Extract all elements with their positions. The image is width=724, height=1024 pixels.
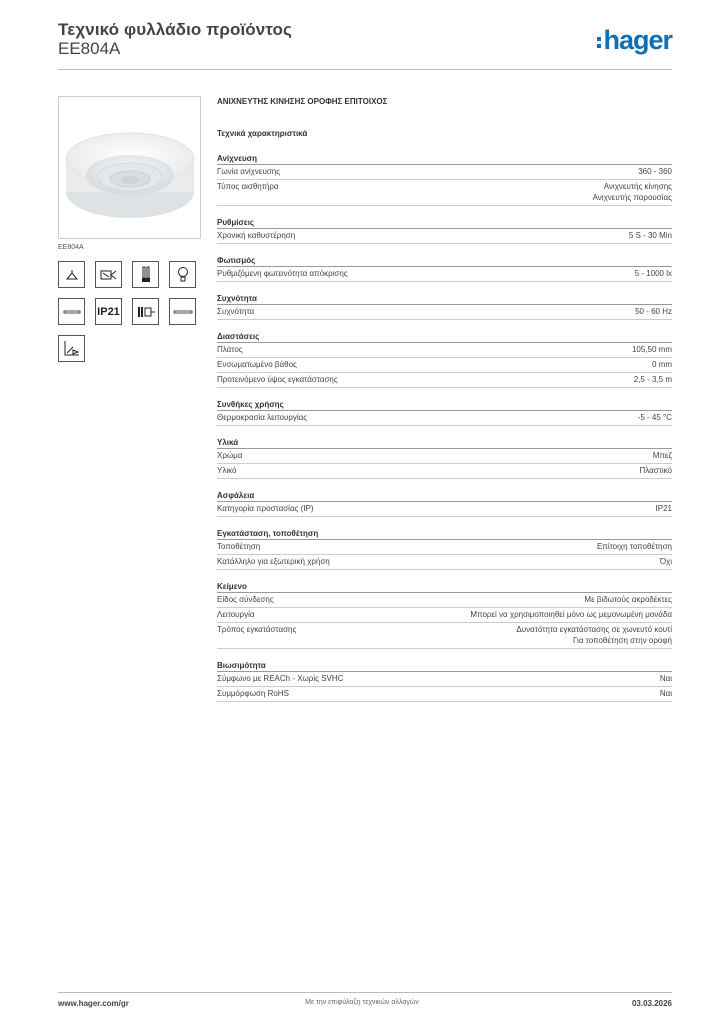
spec-value: Ναι <box>659 689 672 698</box>
spec-value: Ναι <box>659 674 672 683</box>
ceiling-lamp-icon <box>58 261 85 288</box>
spec-value: Επίτοιχη τοποθέτηση <box>596 542 672 551</box>
spec-row <box>217 358 672 373</box>
spec-row <box>217 540 672 555</box>
spec-value: Μπεζ <box>652 451 672 460</box>
spec-value: IP21 <box>655 504 672 513</box>
ip21-icon: IP21 <box>95 298 122 325</box>
spec-row <box>217 267 672 282</box>
spec-row <box>217 343 672 358</box>
spec-label: Ρυθμιζόμενη φωτεινότητα απόκρισης <box>217 269 348 278</box>
spec-section <box>217 660 672 702</box>
footer-date: 03.03.2026 <box>631 999 672 1008</box>
spec-label: Ενσωματωμένο βάθος <box>217 360 297 369</box>
spec-section <box>217 331 672 388</box>
spec-value: 0 mm <box>652 360 672 369</box>
spec-section <box>217 153 672 206</box>
spec-label: Γωνία ανίχνευσης <box>217 167 281 176</box>
spec-row <box>217 502 672 517</box>
spec-sections <box>217 153 672 702</box>
spec-section <box>217 581 672 649</box>
spec-value: Όχι <box>659 557 672 566</box>
spec-value: Δυνατότητα εγκατάστασης σε χωνευτό κουτί Για τοποθέτηση στην οροφή <box>516 625 672 645</box>
hager-logo <box>597 27 672 54</box>
section-title: Κείμενο <box>217 581 672 593</box>
spec-row <box>217 623 672 649</box>
spec-label: Συχνότητα <box>217 307 255 316</box>
spec-row <box>217 449 672 464</box>
footer-website[interactable]: www.hager.com/gr <box>58 999 129 1008</box>
document-title: Τεχνικό φυλλάδιο προϊόντος <box>58 20 292 39</box>
section-title: Υλικά <box>217 437 672 449</box>
spec-section <box>217 217 672 244</box>
fluorescent-tube-icon <box>132 261 159 288</box>
spec-value: Μπορεί να χρησιμοποιηθεί μόνο ως μεμονωμένη μονάδα <box>470 610 672 619</box>
spec-value: -5 - 45 °C <box>637 413 672 422</box>
spec-label: Κατηγορία προστασίας (IP) <box>217 504 314 513</box>
mounting-angle-icon <box>58 335 85 362</box>
logo-dots-icon <box>597 37 601 48</box>
bulb-icon <box>169 261 196 288</box>
line-dash-icon <box>58 298 85 325</box>
spec-row <box>217 464 672 479</box>
specs-subheading: Τεχνικά χαρακτηριστικά <box>217 129 308 138</box>
spec-label: Σύμφωνο με REACh - Χωρίς SVHC <box>217 674 344 683</box>
spec-label: Τοποθέτηση <box>217 542 261 551</box>
spec-row <box>217 555 672 570</box>
section-title: Ρυθμίσεις <box>217 217 672 229</box>
terminal-block-icon <box>132 298 159 325</box>
product-image <box>58 96 201 239</box>
feature-icon-grid <box>58 261 196 362</box>
line-long-icon <box>169 298 196 325</box>
spec-value: 50 - 60 Hz <box>635 307 672 316</box>
product-heading: ΑΝΙΧΝΕΥΤΗΣ ΚΙΝΗΣΗΣ ΟΡΟΦΗΣ ΕΠΙΤΟΙΧΟΣ <box>217 97 388 106</box>
spec-label: Κατάλληλο για εξωτερική χρήση <box>217 557 330 566</box>
spec-row <box>217 411 672 426</box>
spec-row <box>217 373 672 388</box>
spec-row <box>217 165 672 180</box>
section-title: Βιωσιμότητα <box>217 660 672 672</box>
spec-value: 5 - 1000 lx <box>634 269 672 278</box>
spec-label: Προτεινόμενο ύψος εγκατάστασης <box>217 375 338 384</box>
spec-row <box>217 305 672 320</box>
section-title: Συχνότητα <box>217 293 672 305</box>
spec-row <box>217 608 672 623</box>
logo-text: hager <box>603 25 672 55</box>
section-title: Φωτισμός <box>217 255 672 267</box>
section-title: Συνθήκες χρήσης <box>217 399 672 411</box>
spec-label: Χρώμα <box>217 451 243 460</box>
product-caption: EE804A <box>58 244 84 251</box>
spec-section <box>217 437 672 479</box>
spec-section <box>217 528 672 570</box>
spec-label: Χρονική καθυστέρηση <box>217 231 296 240</box>
section-title: Εγκατάσταση, τοποθέτηση <box>217 528 672 540</box>
spec-label: Συμμόρφωση RoHS <box>217 689 289 698</box>
spec-label: Λειτουργία <box>217 610 255 619</box>
footer-divider <box>58 992 672 993</box>
spec-value: Πλαστικό <box>639 466 672 475</box>
spec-value: 105,50 mm <box>631 345 672 354</box>
spec-value: 360 - 360 <box>638 167 672 176</box>
dimmable-lamp-icon <box>95 261 122 288</box>
product-code: EE804A <box>58 39 121 58</box>
spec-label: Τρόπος εγκατάστασης <box>217 625 297 634</box>
section-title: Ανίχνευση <box>217 153 672 165</box>
section-title: Διαστάσεις <box>217 331 672 343</box>
spec-section <box>217 255 672 282</box>
footer-disclaimer: Με την επιφύλαξη τεχνικών αλλαγών <box>305 999 419 1006</box>
ceiling-motion-detector-image <box>59 97 200 238</box>
spec-label: Υλικό <box>217 466 237 475</box>
spec-label: Θερμοκρασία λειτουργίας <box>217 413 308 422</box>
spec-value: Ανιχνευτής κίνησης Ανιχνευτής παρουσίας <box>592 182 672 202</box>
spec-label: Είδος σύνδεσης <box>217 595 274 604</box>
spec-row <box>217 229 672 244</box>
spec-row <box>217 180 672 206</box>
technical-specifications <box>217 97 672 713</box>
spec-section <box>217 399 672 426</box>
spec-label: Τύπος αισθητήρα <box>217 182 279 191</box>
spec-value: Με βιδωτούς ακροδέκτες <box>584 595 672 604</box>
spec-value: 5 S - 30 Min <box>628 231 672 240</box>
spec-value: 2,5 - 3,5 m <box>633 375 672 384</box>
spec-label: Πλάτος <box>217 345 243 354</box>
spec-row <box>217 687 672 702</box>
spec-row <box>217 593 672 608</box>
spec-row <box>217 672 672 687</box>
header-divider <box>58 69 672 70</box>
spec-section <box>217 490 672 517</box>
section-title: Ασφάλεια <box>217 490 672 502</box>
spec-section <box>217 293 672 320</box>
